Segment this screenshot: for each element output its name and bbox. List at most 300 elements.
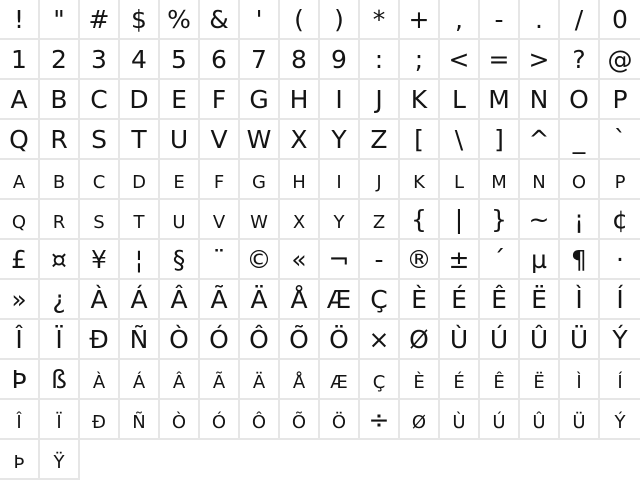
glyph: w <box>250 204 268 234</box>
glyph: W <box>246 124 272 154</box>
glyph: ö <box>331 404 347 434</box>
glyph: é <box>453 364 465 394</box>
glyph-cell <box>120 40 160 80</box>
glyph-cell <box>120 0 160 40</box>
glyph: Î <box>15 324 23 354</box>
glyph-cell <box>520 240 560 280</box>
glyph-cell <box>160 280 200 320</box>
glyph-cell <box>520 120 560 160</box>
glyph-cell <box>160 200 200 240</box>
glyph: ? <box>572 44 586 74</box>
glyph-cell <box>120 400 160 440</box>
glyph-cell <box>40 240 80 280</box>
glyph-cell <box>240 40 280 80</box>
glyph-cell <box>320 200 360 240</box>
glyph-cell <box>400 200 440 240</box>
glyph-cell <box>280 320 320 360</box>
glyph-cell <box>400 400 440 440</box>
glyph-cell <box>120 280 160 320</box>
glyph-cell <box>80 0 120 40</box>
glyph: ® <box>406 244 432 274</box>
glyph: ì <box>576 364 582 394</box>
glyph: Ò <box>169 324 189 354</box>
glyph: c <box>92 164 106 194</box>
glyph-cell <box>600 160 640 200</box>
glyph-cell <box>240 240 280 280</box>
glyph-cell <box>120 80 160 120</box>
glyph-cell <box>80 120 120 160</box>
glyph: h <box>292 164 306 194</box>
glyph-cell <box>560 400 600 440</box>
glyph: , <box>455 4 463 34</box>
glyph: Â <box>170 284 188 314</box>
glyph: Ä <box>250 284 268 314</box>
glyph-cell <box>480 360 520 400</box>
glyph-cell <box>600 360 640 400</box>
glyph: ù <box>452 404 466 434</box>
glyph-cell <box>320 80 360 120</box>
glyph-cell <box>200 240 240 280</box>
glyph-cell <box>440 400 480 440</box>
glyph-cell <box>160 240 200 280</box>
glyph: 2 <box>51 44 67 74</box>
glyph-cell <box>520 360 560 400</box>
glyph-cell <box>520 320 560 360</box>
glyph-cell <box>0 440 40 480</box>
glyph-cell <box>400 360 440 400</box>
glyph: æ <box>330 364 348 394</box>
glyph: | <box>454 204 464 234</box>
glyph-cell <box>280 0 320 40</box>
glyph: : <box>374 44 384 74</box>
glyph: R <box>50 124 68 154</box>
glyph-cell <box>200 400 240 440</box>
glyph: + <box>408 4 430 34</box>
glyph-cell <box>0 200 40 240</box>
glyph: P <box>612 84 628 114</box>
glyph-cell <box>240 200 280 240</box>
glyph: á <box>132 364 146 394</box>
glyph: Ê <box>491 284 507 314</box>
glyph: ` <box>613 124 627 154</box>
glyph-cell <box>160 400 200 440</box>
glyph-cell <box>360 80 400 120</box>
glyph-cell <box>600 120 640 160</box>
glyph-cell <box>40 120 80 160</box>
glyph: þ <box>13 444 25 474</box>
glyph-cell <box>360 320 400 360</box>
glyph: Ø <box>409 324 429 354</box>
glyph: y <box>333 204 345 234</box>
glyph-cell <box>240 400 280 440</box>
glyph-cell <box>320 120 360 160</box>
glyph: ¶ <box>571 244 587 274</box>
glyph: Ã <box>210 284 228 314</box>
glyph-cell <box>600 400 640 440</box>
glyph: ] <box>494 124 504 154</box>
glyph: ç <box>372 364 386 394</box>
glyph-cell <box>80 200 120 240</box>
glyph: r <box>52 204 66 234</box>
glyph-cell <box>360 120 400 160</box>
glyph: ¿ <box>52 284 66 314</box>
glyph: _ <box>572 124 586 154</box>
glyph-cell <box>560 120 600 160</box>
glyph: % <box>167 4 191 34</box>
glyph: & <box>209 4 229 34</box>
glyph: b <box>52 164 66 194</box>
glyph: l <box>453 164 465 194</box>
glyph-cell <box>440 280 480 320</box>
glyph: ð <box>92 404 106 434</box>
glyph-cell <box>520 160 560 200</box>
glyph-cell <box>80 80 120 120</box>
glyph-cell <box>80 360 120 400</box>
glyph-cell <box>360 160 400 200</box>
glyph: 4 <box>131 44 147 74</box>
glyph: i <box>336 164 342 194</box>
glyph-cell <box>480 0 520 40</box>
glyph: Ï <box>55 324 63 354</box>
glyph-cell <box>560 0 600 40</box>
glyph-cell <box>480 240 520 280</box>
glyph: ò <box>171 404 187 434</box>
glyph-cell <box>160 320 200 360</box>
glyph-cell <box>200 280 240 320</box>
glyph-cell <box>200 120 240 160</box>
glyph-cell <box>480 200 520 240</box>
glyph-cell <box>560 320 600 360</box>
glyph-cell <box>160 40 200 80</box>
glyph-cell <box>440 120 480 160</box>
glyph-cell <box>560 360 600 400</box>
glyph-cell <box>0 80 40 120</box>
glyph-cell <box>40 200 80 240</box>
glyph-cell <box>40 80 80 120</box>
glyph-cell <box>120 160 160 200</box>
glyph-cell <box>120 360 160 400</box>
glyph-cell <box>480 320 520 360</box>
glyph-cell <box>40 0 80 40</box>
glyph: ó <box>211 404 227 434</box>
glyph: A <box>10 84 28 114</box>
glyph: n <box>532 164 546 194</box>
glyph: ( <box>294 4 304 34</box>
glyph: ~ <box>528 204 550 234</box>
glyph: í <box>617 364 623 394</box>
glyph: * <box>372 4 386 34</box>
glyph: 0 <box>612 4 628 34</box>
glyph-cell <box>400 280 440 320</box>
glyph: g <box>252 164 266 194</box>
glyph: O <box>569 84 589 114</box>
glyph-cell <box>280 40 320 80</box>
glyph-cell <box>280 120 320 160</box>
glyph-cell <box>0 320 40 360</box>
glyph: # <box>88 4 110 34</box>
glyph: } <box>491 204 507 234</box>
glyph-cell <box>160 80 200 120</box>
glyph: U <box>169 124 189 154</box>
glyph-cell <box>40 160 80 200</box>
glyph-cell <box>200 200 240 240</box>
glyph: ¥ <box>91 244 107 274</box>
glyph: ê <box>493 364 505 394</box>
glyph-cell <box>560 40 600 80</box>
glyph: F <box>211 84 227 114</box>
glyph: Ú <box>489 324 509 354</box>
glyph: © <box>246 244 272 274</box>
glyph: ¤ <box>51 244 67 274</box>
glyph: H <box>289 84 309 114</box>
glyph: ø <box>411 404 427 434</box>
glyph: Á <box>130 284 148 314</box>
glyph: × <box>368 324 390 354</box>
glyph-cell <box>440 0 480 40</box>
glyph: ÿ <box>53 444 65 474</box>
glyph: Ñ <box>129 324 149 354</box>
glyph: ë <box>533 364 545 394</box>
glyph: 6 <box>211 44 227 74</box>
glyph-cell <box>520 200 560 240</box>
glyph: î <box>16 404 22 434</box>
glyph: · <box>616 244 624 274</box>
glyph: ´ <box>492 244 506 274</box>
glyph-cell <box>200 320 240 360</box>
glyph: 1 <box>11 44 27 74</box>
glyph: Ç <box>370 284 388 314</box>
glyph-cell <box>0 160 40 200</box>
glyph: ) <box>334 4 344 34</box>
glyph: x <box>292 204 306 234</box>
glyph: ä <box>252 364 266 394</box>
glyph-cell <box>440 40 480 80</box>
glyph-cell <box>400 80 440 120</box>
glyph-cell <box>160 120 200 160</box>
glyph-cell <box>520 280 560 320</box>
glyph: D <box>129 84 149 114</box>
glyph: Ü <box>569 324 589 354</box>
glyph: 9 <box>331 44 347 74</box>
glyph-cell <box>320 400 360 440</box>
glyph: Ô <box>249 324 269 354</box>
glyph-cell <box>0 280 40 320</box>
glyph: o <box>571 164 587 194</box>
glyph-cell <box>160 360 200 400</box>
glyph: ¬ <box>328 244 350 274</box>
glyph: ú <box>492 404 506 434</box>
glyph-cell <box>600 40 640 80</box>
glyph: 8 <box>291 44 307 74</box>
glyph-cell <box>240 160 280 200</box>
glyph-cell <box>560 160 600 200</box>
glyph: Ð <box>89 324 109 354</box>
glyph-cell <box>440 80 480 120</box>
glyph-cell <box>320 280 360 320</box>
glyph: ß <box>51 364 67 394</box>
glyph-cell <box>400 320 440 360</box>
glyph: Ó <box>209 324 229 354</box>
glyph: Æ <box>326 284 352 314</box>
glyph: \ <box>454 124 464 154</box>
glyph-cell <box>0 0 40 40</box>
glyph-cell <box>240 120 280 160</box>
glyph: ã <box>212 364 226 394</box>
glyph-cell <box>600 80 640 120</box>
glyph: à <box>92 364 106 394</box>
glyph-cell <box>280 400 320 440</box>
glyph: £ <box>11 244 27 274</box>
glyph: â <box>172 364 186 394</box>
glyph: è <box>413 364 425 394</box>
glyph-cell <box>0 360 40 400</box>
glyph: t <box>133 204 145 234</box>
glyph: Í <box>616 284 624 314</box>
glyph-cell <box>240 320 280 360</box>
glyph: Ì <box>575 284 583 314</box>
glyph-cell <box>120 120 160 160</box>
glyph-cell <box>480 40 520 80</box>
glyph-cell <box>440 240 480 280</box>
glyph: ü <box>572 404 586 434</box>
glyph: M <box>488 84 510 114</box>
glyph: È <box>411 284 427 314</box>
glyph-cell <box>360 240 400 280</box>
glyph: K <box>410 84 428 114</box>
glyph: $ <box>131 4 147 34</box>
glyph: s <box>93 204 105 234</box>
glyph: { <box>411 204 427 234</box>
glyph: 3 <box>91 44 107 74</box>
glyph: < <box>448 44 470 74</box>
glyph: S <box>91 124 107 154</box>
glyph-cell <box>600 200 640 240</box>
glyph: - <box>374 244 384 274</box>
glyph-cell <box>320 0 360 40</box>
glyph-cell <box>200 80 240 120</box>
glyph-cell <box>600 280 640 320</box>
glyph: ± <box>448 244 470 274</box>
glyph: » <box>11 284 27 314</box>
glyph-cell <box>360 200 400 240</box>
glyph: v <box>212 204 226 234</box>
glyph: N <box>529 84 549 114</box>
glyph: ¨ <box>212 244 226 274</box>
glyph: k <box>413 164 425 194</box>
glyph: p <box>614 164 626 194</box>
glyph-cell <box>440 360 480 400</box>
glyph: É <box>451 284 467 314</box>
glyph-cell <box>240 360 280 400</box>
glyph-cell <box>560 280 600 320</box>
glyph-cell <box>40 440 80 480</box>
glyph-cell <box>80 160 120 200</box>
glyph: f <box>213 164 225 194</box>
glyph-cell <box>400 40 440 80</box>
glyph-cell <box>280 240 320 280</box>
glyph-cell <box>440 200 480 240</box>
glyph-cell <box>0 120 40 160</box>
glyph-cell <box>0 40 40 80</box>
glyph: @ <box>607 44 633 74</box>
glyph: = <box>488 44 510 74</box>
glyph-cell <box>480 120 520 160</box>
glyph: a <box>12 164 26 194</box>
glyph-cell <box>240 0 280 40</box>
glyph: - <box>494 4 504 34</box>
glyph: ¡ <box>573 204 585 234</box>
glyph-cell <box>200 160 240 200</box>
glyph: G <box>249 84 269 114</box>
glyph-cell <box>320 240 360 280</box>
glyph-cell <box>360 280 400 320</box>
glyph: ÷ <box>368 404 390 434</box>
glyph-cell <box>120 240 160 280</box>
glyph: û <box>532 404 546 434</box>
glyph: Å <box>290 284 308 314</box>
glyph-cell <box>320 320 360 360</box>
glyph-cell <box>320 160 360 200</box>
glyph-cell <box>600 240 640 280</box>
glyph-cell <box>240 80 280 120</box>
glyph-cell <box>520 0 560 40</box>
glyph-cell <box>160 160 200 200</box>
glyph: § <box>172 244 186 274</box>
glyph-cell <box>40 320 80 360</box>
glyph-cell <box>440 320 480 360</box>
glyph: Y <box>331 124 347 154</box>
glyph-cell <box>520 40 560 80</box>
glyph: / <box>574 4 584 34</box>
glyph-cell <box>80 280 120 320</box>
glyph-cell <box>560 80 600 120</box>
glyph: j <box>376 164 382 194</box>
glyph: Q <box>9 124 29 154</box>
glyph: Ù <box>449 324 469 354</box>
glyph: V <box>210 124 228 154</box>
glyph-cell <box>200 0 240 40</box>
glyph: " <box>53 4 65 34</box>
glyph: B <box>50 84 68 114</box>
glyph: T <box>131 124 147 154</box>
glyph-cell <box>480 400 520 440</box>
glyph: À <box>90 284 108 314</box>
glyph: Ö <box>329 324 349 354</box>
glyph-cell <box>400 160 440 200</box>
glyph-cell <box>280 360 320 400</box>
glyph: L <box>452 84 466 114</box>
glyph: u <box>172 204 186 234</box>
glyph-cell <box>320 360 360 400</box>
glyph: C <box>90 84 108 114</box>
glyph: 5 <box>171 44 187 74</box>
glyph: µ <box>531 244 547 274</box>
glyph: d <box>132 164 146 194</box>
glyph-cell <box>600 0 640 40</box>
glyph-cell <box>280 200 320 240</box>
glyph: q <box>11 204 27 234</box>
glyph: J <box>375 84 383 114</box>
glyph: E <box>171 84 187 114</box>
glyph-cell <box>40 280 80 320</box>
glyph-cell <box>80 320 120 360</box>
glyph: Þ <box>11 364 27 394</box>
glyph-cell <box>400 0 440 40</box>
glyph-cell <box>480 280 520 320</box>
glyph-cell <box>0 240 40 280</box>
glyph: m <box>491 164 507 194</box>
glyph-cell <box>480 160 520 200</box>
